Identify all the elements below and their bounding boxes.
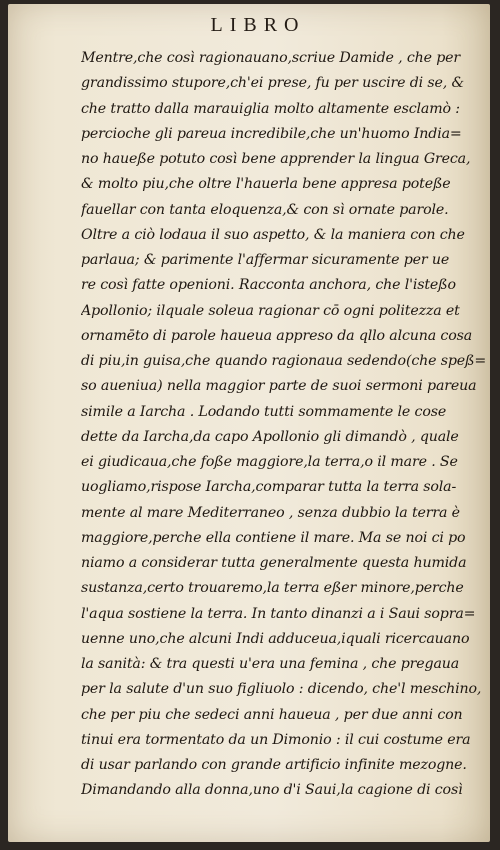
text-line: uogliamo,rispose Iarcha,comparar tutta la terra sola- [81, 479, 457, 496]
text-line: ornamēto di parole haueua appreso da qllo alcuna cosa [81, 327, 473, 344]
text-line: che per piu che sedeci anni haueua , per due anni con [81, 706, 463, 723]
text-line: re così fatte openioni. Racconta anchora, che l'isteßo [81, 277, 456, 294]
text-line: la sanità: & tra questi u'era una femina , che pregaua [81, 656, 460, 672]
text-line: sustanza,certo trouaremo,la terra eßer minore,perche [81, 580, 464, 597]
text-line: per la salute d'un suo figliuolo : dicendo, che'l meschino, [81, 681, 482, 698]
text-line: percioche gli pareua incredibile,che un'huomo India= [81, 125, 462, 142]
text-line: ei giudicaua,che foße maggiore,la terra,o il mare . Se [81, 454, 458, 470]
text-line: tinui era tormentato da un Dimonio : il cui costume era [81, 731, 471, 748]
text-line: no haueße potuto così bene apprender la lingua Greca, [81, 151, 471, 167]
text-line: fauellar con tanta eloquenza,& con sì ornate parole. [81, 201, 449, 218]
text-line: uenne uno,che alcuni Indi adduceua,iquali ricercauano [81, 630, 470, 647]
text-line: so aueniua) nella maggior parte de suoi sermoni pareua [81, 378, 477, 395]
text-line: che tratto dalla marauiglia molto altamente esclamò : [81, 100, 460, 117]
text-line: niamo a considerar tutta generalmente questa humida [81, 555, 467, 571]
text-line: Oltre a ciò lodaua il suo aspetto, & la maniera con che [81, 226, 465, 243]
text-line: maggiore,perche ella contiene il mare. Ma se noi ci po [81, 529, 466, 546]
text-line: Apollonio; ilquale soleua ragionar cō ogni politezza et [81, 302, 460, 319]
text-line: & molto piu,che oltre l'hauerla bene appresa poteße [81, 176, 451, 193]
running-head: LIBRO [210, 14, 306, 36]
text-line: grandissimo stupore,ch'ei prese, fu per uscire di se, & [81, 75, 464, 92]
text-line: dette da Iarcha,da capo Apollonio gli dimandò , quale [81, 428, 459, 445]
text-line: l'aqua sostiene la terra. In tanto dinanzi a i Saui sopra= [81, 605, 476, 622]
text-line: parlaua; & parimente l'affermar sicuramente per ue [81, 252, 450, 268]
text-line: simile a Iarcha . Lodando tutti sommamente le cose [81, 403, 447, 420]
text-block [81, 46, 493, 804]
text-line: di usar parlando con grande artificio infinite mezogne. [81, 757, 467, 773]
text-line: Mentre,che così ragionauano,scriue Damide , che per [81, 50, 461, 66]
text-line: di piu,in guisa,che quando ragionaua sedendo(che speß= [81, 353, 487, 369]
text-line: mente al mare Mediterraneo , senza dubbio la terra è [81, 504, 460, 521]
text-line: Dimandando alla donna,uno d'i Saui,la cagione di così [81, 782, 463, 799]
book-page [8, 4, 490, 842]
